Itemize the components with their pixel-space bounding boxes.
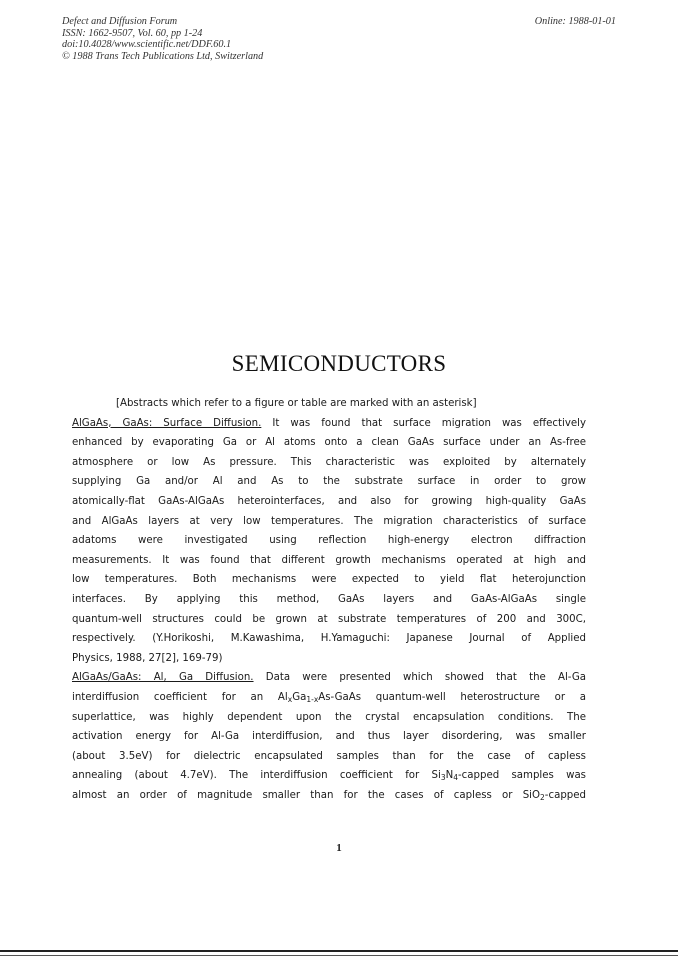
online-date: Online: 1988-01-01 xyxy=(534,16,616,27)
abstract-line: atomically-flat GaAs-AlGaAs heterointerfaces, and also for growing high-quality GaAs xyxy=(72,495,586,507)
abstract-line: interfaces. By applying this method, GaAs layers and GaAs-AlGaAs single xyxy=(72,593,586,605)
abstract-citation-end: Physics, 1988, 27[2], 169-79) xyxy=(72,652,223,664)
abstract-line: and AlGaAs layers at very low temperatures. The migration characteristics of surface xyxy=(72,515,586,527)
abstract-line: interdiffusion coefficient for an $Al_xGa_{1-x}As$-GaAs quantum-well heterostructure or a xyxy=(72,691,586,704)
doi-line: doi:10.4028/www.scientific.net/DDF.60.1 xyxy=(62,39,232,51)
abstract-line: AlGaAs, GaAs: Surface Diffusion. It was found that surface migration was effectively xyxy=(72,417,586,429)
abstract-line: superlattice, was highly dependent upon the crystal encapsulation conditions. The xyxy=(72,711,586,723)
abstract-line: (about 3.5eV) for dielectric encapsulated samples than for the case of capless xyxy=(72,750,586,762)
journal-header xyxy=(62,16,263,62)
abstract-line: almost an order of magnitude smaller than for the cases of capless or SiO$_2$-capped xyxy=(72,789,586,802)
asterisk-note: [Abstracts which refer to a figure or table are marked with an asterisk] xyxy=(116,398,477,409)
journal-name: Defect and Diffusion Forum xyxy=(62,16,178,27)
abstract-line: measurements. It was found that different growth mechanisms operated at high and xyxy=(72,554,586,566)
copyright-line: © 1988 Trans Tech Publications Ltd, Switzerland xyxy=(62,50,264,62)
abstract-line: annealing (about 4.7eV). The interdiffusion coefficient for $Si_3N_4$-capped samples was xyxy=(72,770,586,783)
abstract-line: quantum-well structures could be grown at substrate temperatures of 200 and 300C, xyxy=(72,613,586,625)
abstract-line: AlGaAs/GaAs: Al, Ga Diffusion. Data were presented which showed that the Al-Ga xyxy=(72,672,586,684)
abstract-line: low temperatures. Both mechanisms were expected to yield flat heterojunction xyxy=(72,574,586,586)
abstract-line: adatoms were investigated using reflection high-energy electron diffraction xyxy=(72,535,586,547)
page-number: 1 xyxy=(336,842,342,854)
abstract-line: enhanced by evaporating Ga or Al atoms onto a clean GaAs surface under an As-free xyxy=(72,437,586,449)
abstract-heading: AlGaAs, GaAs: Surface Diffusion. xyxy=(72,417,262,429)
footer-rule xyxy=(0,950,678,952)
footer-rule-thin xyxy=(0,955,678,956)
abstract-line: respectively. (Y.Horikoshi, M.Kawashima, H.Yamaguchi: Japanese Journal of Applied xyxy=(72,633,586,645)
abstract-line: atmosphere or low As pressure. This characteristic was exploited by alternately xyxy=(72,456,586,468)
abstract-line: activation energy for Al-Ga interdiffusion, and thus layer disordering, was smaller xyxy=(72,731,586,743)
abstract-heading: AlGaAs/GaAs: Al, Ga Diffusion. xyxy=(72,672,254,684)
issn-line: ISSN: 1662-9507, Vol. 60, pp 1-24 xyxy=(62,27,203,39)
page-title: SEMICONDUCTORS xyxy=(231,351,447,376)
abstracts-body xyxy=(72,394,586,805)
abstract-line: supplying Ga and/or Al and As to the substrate surface in order to grow xyxy=(72,476,586,488)
